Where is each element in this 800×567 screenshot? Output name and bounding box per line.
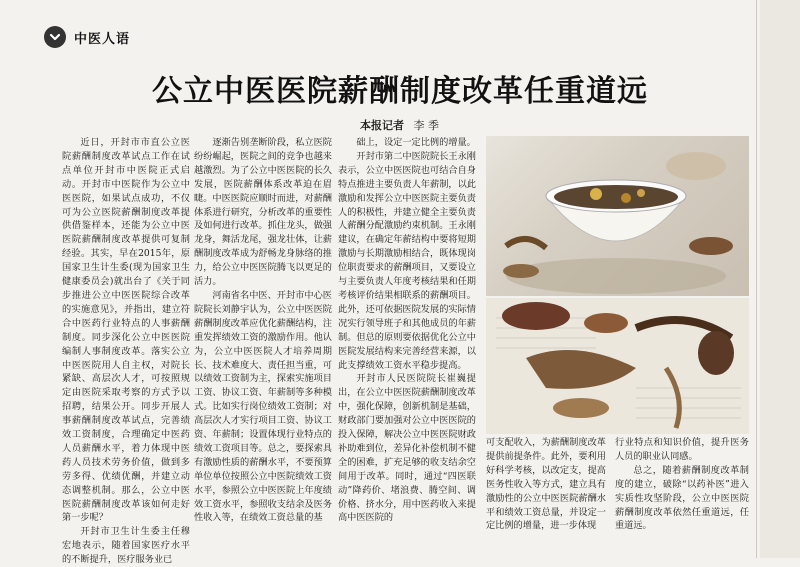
text-column-3 (338, 136, 476, 556)
chevron-down-icon (44, 26, 66, 48)
paragraph: 近日，开封市市直公立医院薪酬制度改革试点工作在试点单位开封市中医院正式启动。开封市中医院作为公立中医医院，如果试点成功，不仅可为公立医院薪酬制度改革提供借鉴样本，还能为公立中医医院薪酬制度改革提供可复制经验。其实，早在2015年，原国家卫生计生委(现为国家卫生健康委员会)就出台了《关于同步推进公立中医医院综合改革的实施意见》，并指出，建立符合中医药行业特点的人事薪酬制度。同步深化公立中医医院编制人事制度改革。落实公立中医医院用人自主权，对院长紧缺、高层次人才，可按照规定由医院采取考察的方式予以招聘，结果公开。同步开展人事薪酬制度改革试点，完善绩效工资制度，合理确定中医药人员薪酬水平，着力体现中医药人员技术劳务价值，做到多劳多得、优绩优酬，并建立动态调整机制。那么，公立中医医院薪酬制度改革该如何走好第一步呢？ (62, 137, 190, 524)
paragraph: 开封市人民医院院长崔巍提出，在公立中医医院薪酬制度改革中，强化保障，创新机制是基础，财政部门要加强对公立中医医院的投入保障，解决公立中医医院财政补助难到位，差异化补偿机制不健全的困难，扩充足够的收支结余空间用于改革。同时，通过“四医联动”降药价、堵浪费、腾空间、调价格、挤水分，用中医药收入来提高中医医院的 (338, 373, 476, 524)
paragraph: 行业特点和知识价值，提升医务人员的职业认同感。 (615, 437, 749, 462)
paragraph: 础上，设定一定比例的增量。 (356, 137, 476, 148)
herbal-tea-photo (486, 136, 749, 296)
text-column-1 (62, 136, 190, 566)
paragraph: 总之，随着薪酬制度改革制度的建立，破除“以药补医”进入实质性攻坚阶段，公立中医医院薪酬制度改革依然任重道远，任重道远。 (615, 464, 749, 532)
text-column-6 (615, 436, 749, 556)
adjacent-page-edge (760, 0, 800, 558)
article-title: 公立中医医院薪酬制度改革任重道远 (152, 74, 648, 109)
byline-role: 本报记者 (360, 119, 404, 132)
paragraph: 开封市第二中医院院长王永刚表示，公立中医医院也可结合自身特点推进主要负责人年薪制，以此激励和发挥公立中医医院主要负责人的积极性，并建立健全主要负责人薪酬分配激励约束机制。王永刚建议，在确定年薪结构中要将短期激励与长期激励相结合，既体现岗位职责要求的薪酬项目，又要设立与主要负责人年度考核结果和任期考核评价结果相联系的薪酬项目。此外，还可依据医院发展的实际情况实行领导班子和其他成员的年薪制。但总的原则要依据优化公立中医院发展结构来完善经营来源，以此支撑绩效工资水平稳步提高。 (338, 150, 476, 371)
page-fold-divider (756, 0, 757, 558)
section-tag (44, 26, 130, 48)
paragraph: 逐渐告别垄断阶段，私立医院纷纷崛起，医院之间的竞争也越来越激烈。为了公立中医医院的长久发展，医院薪酬体系改革迫在眉睫。中医医院应顺时而进，对薪酬体系进行研究，分析改革的重要性及如何进行改革。抓住龙头，做强龙身，舞活龙尾，强龙壮体，让薪酬制度改革成为舒畅龙身脉络的推力，给公立中医医院腾飞以更足的活力。 (194, 137, 332, 288)
text-column-2 (194, 136, 332, 556)
byline-author: 李 季 (413, 119, 439, 132)
herbs-on-book-photo (486, 298, 749, 434)
paragraph: 河南省名中医、开封市中心医院院长刘静宇认为，公立中医医院薪酬制度改革应优化薪酬结构，注重发挥绩效工资的激励作用。他认为，公立中医医院人才培养周期长、技术难度大、责任担当重，可以绩效工资制为主，探索实施项目工资、协议工资、年薪制等多种模式。比如实行岗位绩效工资制；对高层次人才实行项目工资、协议工资、年薪制；设置体现行业特点的绩效工资项目等。总之，要探索具有激励性质的薪酬水平，不要预算单位单位按照公立中医院绩效工资水平，参照公立中医医院上年度绩效工资水平，参照收支结余及医务性收入等，在绩效工资总量的基 (194, 289, 332, 524)
paragraph: 开封市卫生计生委主任穆宏地表示，随着国家医疗水平的不断提升，医疗服务业已 (62, 526, 190, 566)
byline (360, 117, 439, 133)
paragraph: 可支配收入，为薪酬制度改革提供前提条件。此外，要利用好科学考核，以改定支，提高医务性收入等方式，建立具有激励性的公立中医医院薪酬水平和绩效工资总量，并设定一定比例的增量，进一步体现 (486, 437, 606, 532)
section-label: 中医人语 (74, 31, 131, 47)
text-column-5 (486, 436, 606, 556)
